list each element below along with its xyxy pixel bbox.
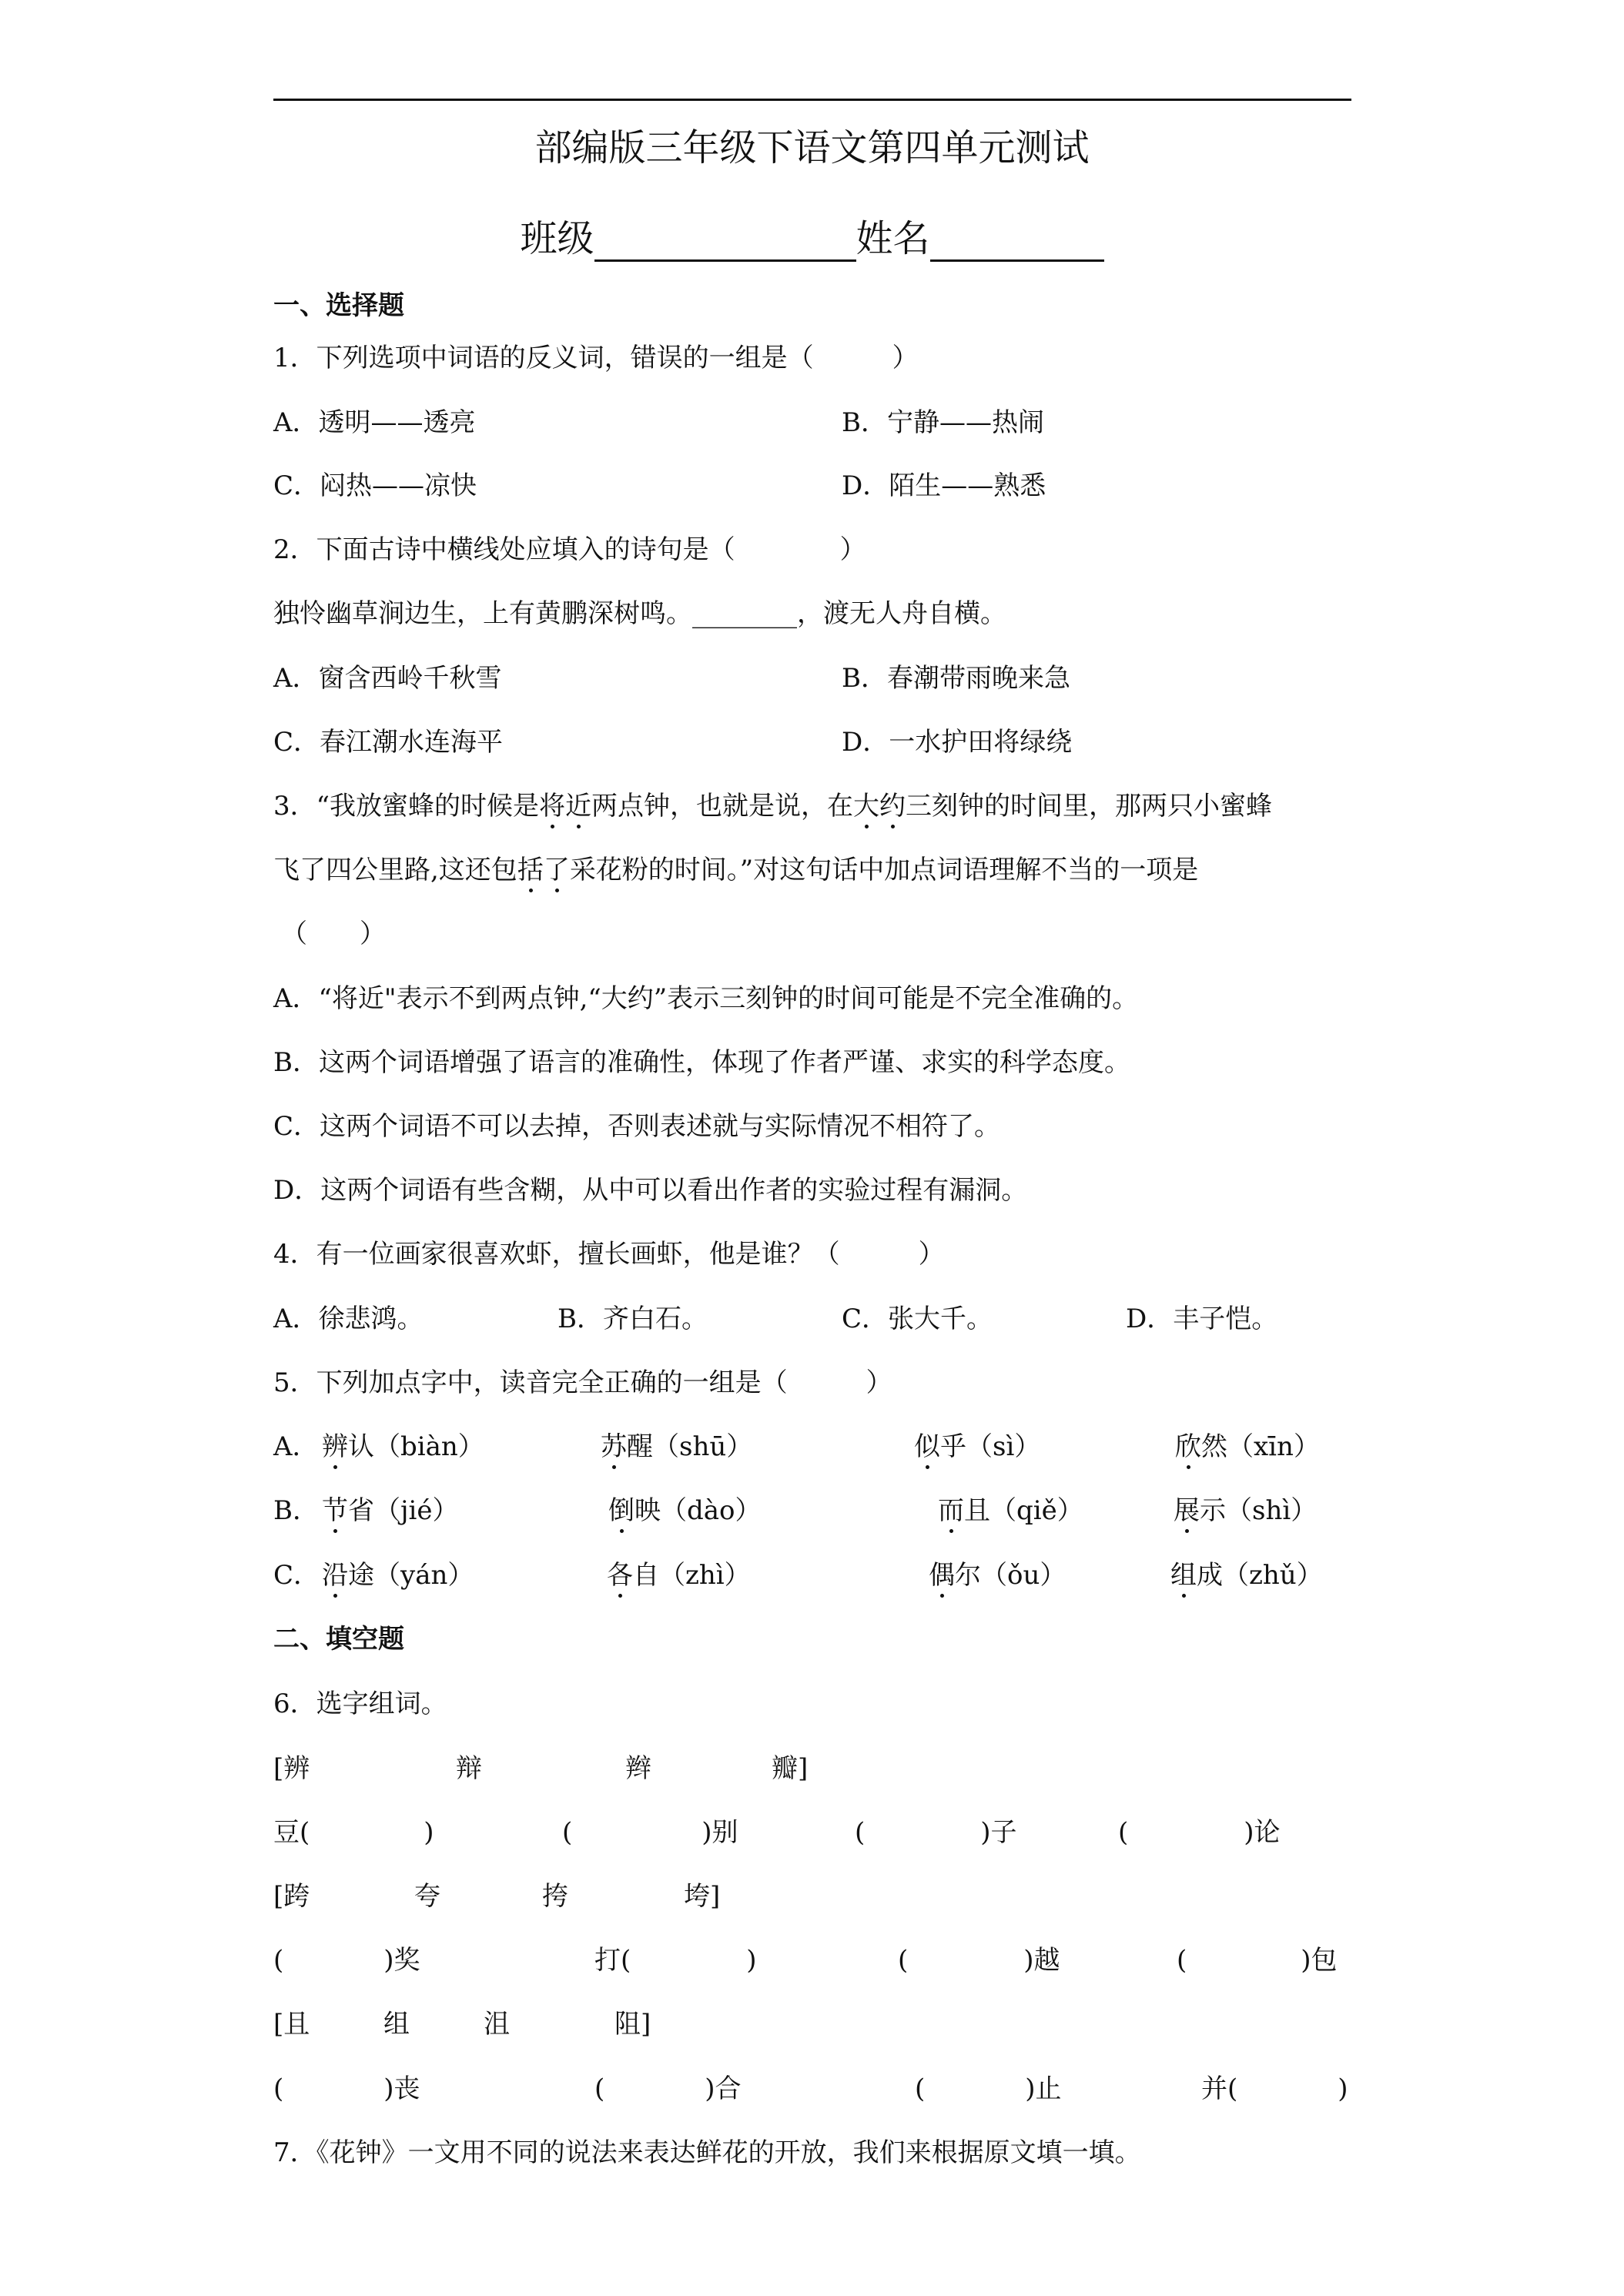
q4-option-c: C．张大千。 [842, 1304, 993, 1334]
emphasis-char: 苏 [601, 1431, 627, 1462]
item-rest: 示（shì） [1200, 1495, 1318, 1526]
q6-g1-choice-2: 辩 [456, 1753, 482, 1784]
q3-text-3: 三刻钟的时间里，那两只小蜜蜂 [906, 791, 1273, 822]
q4-option-b: B．齐白石。 [558, 1304, 708, 1334]
item-rest: 认（biàn） [348, 1431, 484, 1462]
q6-g2-choice-1: [跨 [273, 1881, 310, 1912]
item-rest: 成（zhǔ） [1197, 1560, 1323, 1591]
q6-g3-choice-4: 阻] [614, 2009, 651, 2040]
emphasis-char: 约 [879, 791, 906, 822]
q6-g3-blank-2 [594, 2073, 742, 2104]
q5-row-b-item-2 [608, 1495, 762, 1526]
blank-close: ) [1338, 2073, 1348, 2104]
item-rest: 映（dào） [635, 1495, 762, 1526]
blank-close: )止 [1025, 2073, 1062, 2104]
blank-close: )子 [980, 1817, 1017, 1848]
q5-row-b-item-4 [1174, 1495, 1318, 1526]
q3-text-4: 飞了四公里路,这还包 [273, 855, 517, 885]
q5-row-a-label: A． [273, 1431, 319, 1462]
emphasis-char: 而 [938, 1495, 964, 1526]
q5-row-a-item-2 [601, 1431, 753, 1462]
q6-g1-blank-4 [1118, 1819, 1281, 1846]
top-rule [273, 99, 1351, 101]
blank-close: ) [424, 1817, 434, 1848]
blank-close: )包 [1301, 1945, 1338, 1976]
class-blank [594, 226, 856, 262]
q6-g1-choice-4: 瓣] [772, 1753, 809, 1784]
emphasis-char: 偶 [929, 1560, 955, 1591]
blank-close: )越 [1023, 1945, 1060, 1976]
q5-row-c-item-4 [1170, 1560, 1323, 1591]
q4-stem: 4．有一位画家很喜欢虾，擅长画虾，他是谁？（ ） [273, 1239, 945, 1270]
q3-text-1: 3．“我放蜜蜂的时候是 [273, 791, 540, 822]
q5-row-b-item-1 [322, 1495, 459, 1526]
blank-open: ( [915, 2073, 926, 2104]
q1-option-b: B．宁静——热闹 [842, 407, 1044, 438]
q3-option-d: D．这两个词语有些含糊，从中可以看出作者的实验过程有漏洞。 [273, 1175, 1028, 1206]
q2-option-d: D．一水护田将绿绕 [842, 727, 1073, 758]
blank-open: ( [855, 1817, 866, 1848]
section-heading-fill: 二、填空题 [273, 1624, 404, 1655]
q3-stem-line1 [273, 791, 1273, 822]
emphasis-char: 了 [543, 855, 570, 885]
q6-g1-choice-3: 辫 [625, 1753, 651, 1784]
q5-row-c-item-1 [322, 1560, 474, 1591]
q5-row-a-item-3 [914, 1431, 1041, 1462]
blank-open: 并( [1201, 2073, 1238, 2104]
item-rest: 尔（ǒu） [955, 1560, 1066, 1591]
blank-open: 豆( [273, 1817, 310, 1848]
q3-text-2: 两点钟，也就是说，在 [591, 791, 854, 822]
q5-row-c-label: C． [273, 1560, 320, 1591]
q5-stem: 5．下列加点字中，读音完全正确的一组是（ ） [273, 1367, 892, 1398]
blank-close: )别 [702, 1817, 738, 1848]
q1-option-d: D．陌生——熟悉 [842, 470, 1046, 501]
q3-stem-line2 [273, 857, 1198, 883]
item-rest: 乎（sì） [940, 1431, 1041, 1462]
blank-open: ( [273, 2073, 284, 2104]
blank-close: )丧 [383, 2073, 420, 2104]
q5-row-c-item-2 [607, 1560, 751, 1591]
blank-close: )论 [1244, 1817, 1281, 1848]
q6-stem: 6．选字组词。 [273, 1689, 447, 1719]
emphasis-char: 各 [607, 1560, 633, 1591]
q6-g3-choice-1: [且 [273, 2009, 310, 2040]
blank-close: )合 [705, 2073, 742, 2104]
emphasis-char: 展 [1174, 1495, 1200, 1526]
emphasis-char: 倒 [608, 1495, 635, 1526]
q3-option-b: B．这两个词语增强了语言的准确性，体现了作者严谨、求实的科学态度。 [273, 1047, 1130, 1078]
emphasis-char: 组 [1170, 1560, 1197, 1591]
emphasis-char: 将 [539, 791, 566, 822]
blank-close: ) [746, 1945, 757, 1976]
item-rest: 自（zhì） [633, 1560, 751, 1591]
q6-g1-choice-1: [辨 [273, 1753, 310, 1784]
q6-g2-blank-3 [898, 1945, 1060, 1976]
q6-g3-blank-3 [915, 2073, 1062, 2104]
name-label: 姓名 [856, 217, 930, 260]
q3-dotted-word-2 [853, 791, 906, 822]
q6-g2-blank-1 [273, 1945, 420, 1976]
emphasis-char: 大 [853, 791, 880, 822]
q6-g2-choice-2: 夸 [414, 1881, 440, 1912]
q2-option-c: C．春江潮水连海平 [273, 727, 504, 758]
q2-stem: 2．下面古诗中横线处应填入的诗句是（ ） [273, 534, 866, 565]
q5-row-b-item-3 [938, 1495, 1083, 1526]
blank-open: ( [562, 1817, 573, 1848]
emphasis-char: 欣 [1175, 1431, 1201, 1462]
q3-paren: （ ） [281, 919, 386, 949]
item-rest: 然（xīn） [1201, 1431, 1320, 1462]
q6-g2-choice-4: 垮] [684, 1881, 721, 1912]
blank-open: 打( [594, 1945, 631, 1976]
section-heading-choice: 一、选择题 [273, 290, 404, 321]
blank-open: ( [898, 1945, 909, 1976]
q3-text-5: 采花粉的时间。”对这句话中加点词语理解不当的一项是 [569, 855, 1199, 885]
q3-dotted-word-3 [517, 855, 570, 885]
q5-row-a-item-1 [322, 1431, 484, 1462]
q4-option-d: D．丰子恺。 [1126, 1304, 1278, 1334]
item-rest: 且（qiě） [964, 1495, 1083, 1526]
q5-row-a-item-4 [1175, 1431, 1320, 1462]
q6-g2-choice-3: 挎 [542, 1881, 568, 1912]
q1-stem: 1．下列选项中词语的反义词，错误的一组是（ ） [273, 343, 919, 373]
q6-g3-choice-2: 组 [383, 2009, 410, 2040]
q5-row-c-item-3 [929, 1560, 1066, 1591]
emphasis-char: 沿 [322, 1560, 348, 1591]
q3-option-a: A．“将近"表示不到两点钟,“大约”表示三刻钟的时间可能是不完全准确的。 [273, 983, 1139, 1014]
q1-option-c: C．闷热——凉快 [273, 470, 477, 501]
blank-open: ( [1118, 1817, 1129, 1848]
item-rest: 省（jié） [348, 1495, 459, 1526]
q6-g2-blank-4 [1177, 1945, 1338, 1976]
class-name-line [0, 217, 1624, 262]
q6-g1-blank-2 [562, 1819, 738, 1846]
q2-option-b: B．春潮带雨晚来急 [842, 663, 1070, 694]
q7-stem: 7．《花钟》一文用不同的说法来表达鲜花的开放，我们来根据原文填一填。 [273, 2137, 1141, 2168]
q3-dotted-word-1 [539, 791, 591, 822]
blank-open: ( [594, 2073, 605, 2104]
emphasis-char: 近 [565, 791, 592, 822]
item-rest: 醒（shū） [627, 1431, 753, 1462]
q6-g1-blank-3 [855, 1819, 1017, 1846]
class-label: 班级 [520, 217, 594, 260]
q5-row-b-label: B． [273, 1495, 319, 1526]
q6-g3-blank-4 [1201, 2073, 1348, 2104]
emphasis-char: 括 [517, 855, 544, 885]
q4-option-a: A．徐悲鸿。 [273, 1304, 424, 1334]
q1-option-a: A．透明——透亮 [273, 407, 476, 438]
q6-g3-blank-1 [273, 2073, 420, 2104]
q3-option-c: C．这两个词语不可以去掉，否则表述就与实际情况不相符了。 [273, 1111, 1001, 1142]
q2-poem: 独怜幽草涧边生，上有黄鹏深树鸣。________，渡无人舟自横。 [273, 598, 1006, 629]
blank-close: )奖 [383, 1945, 420, 1976]
emphasis-char: 似 [914, 1431, 940, 1462]
q6-g3-choice-3: 沮 [484, 2009, 510, 2040]
item-rest: 途（yán） [348, 1560, 474, 1591]
page-title: 部编版三年级下语文第四单元测试 [534, 126, 1090, 169]
emphasis-char: 节 [322, 1495, 348, 1526]
name-blank [930, 226, 1104, 262]
emphasis-char: 辨 [322, 1431, 348, 1462]
blank-open: ( [273, 1945, 284, 1976]
q2-option-a: A．窗含西岭千秋雪 [273, 663, 502, 694]
blank-open: ( [1177, 1945, 1187, 1976]
q6-g1-blank-1 [273, 1819, 434, 1846]
q6-g2-blank-2 [594, 1945, 757, 1976]
